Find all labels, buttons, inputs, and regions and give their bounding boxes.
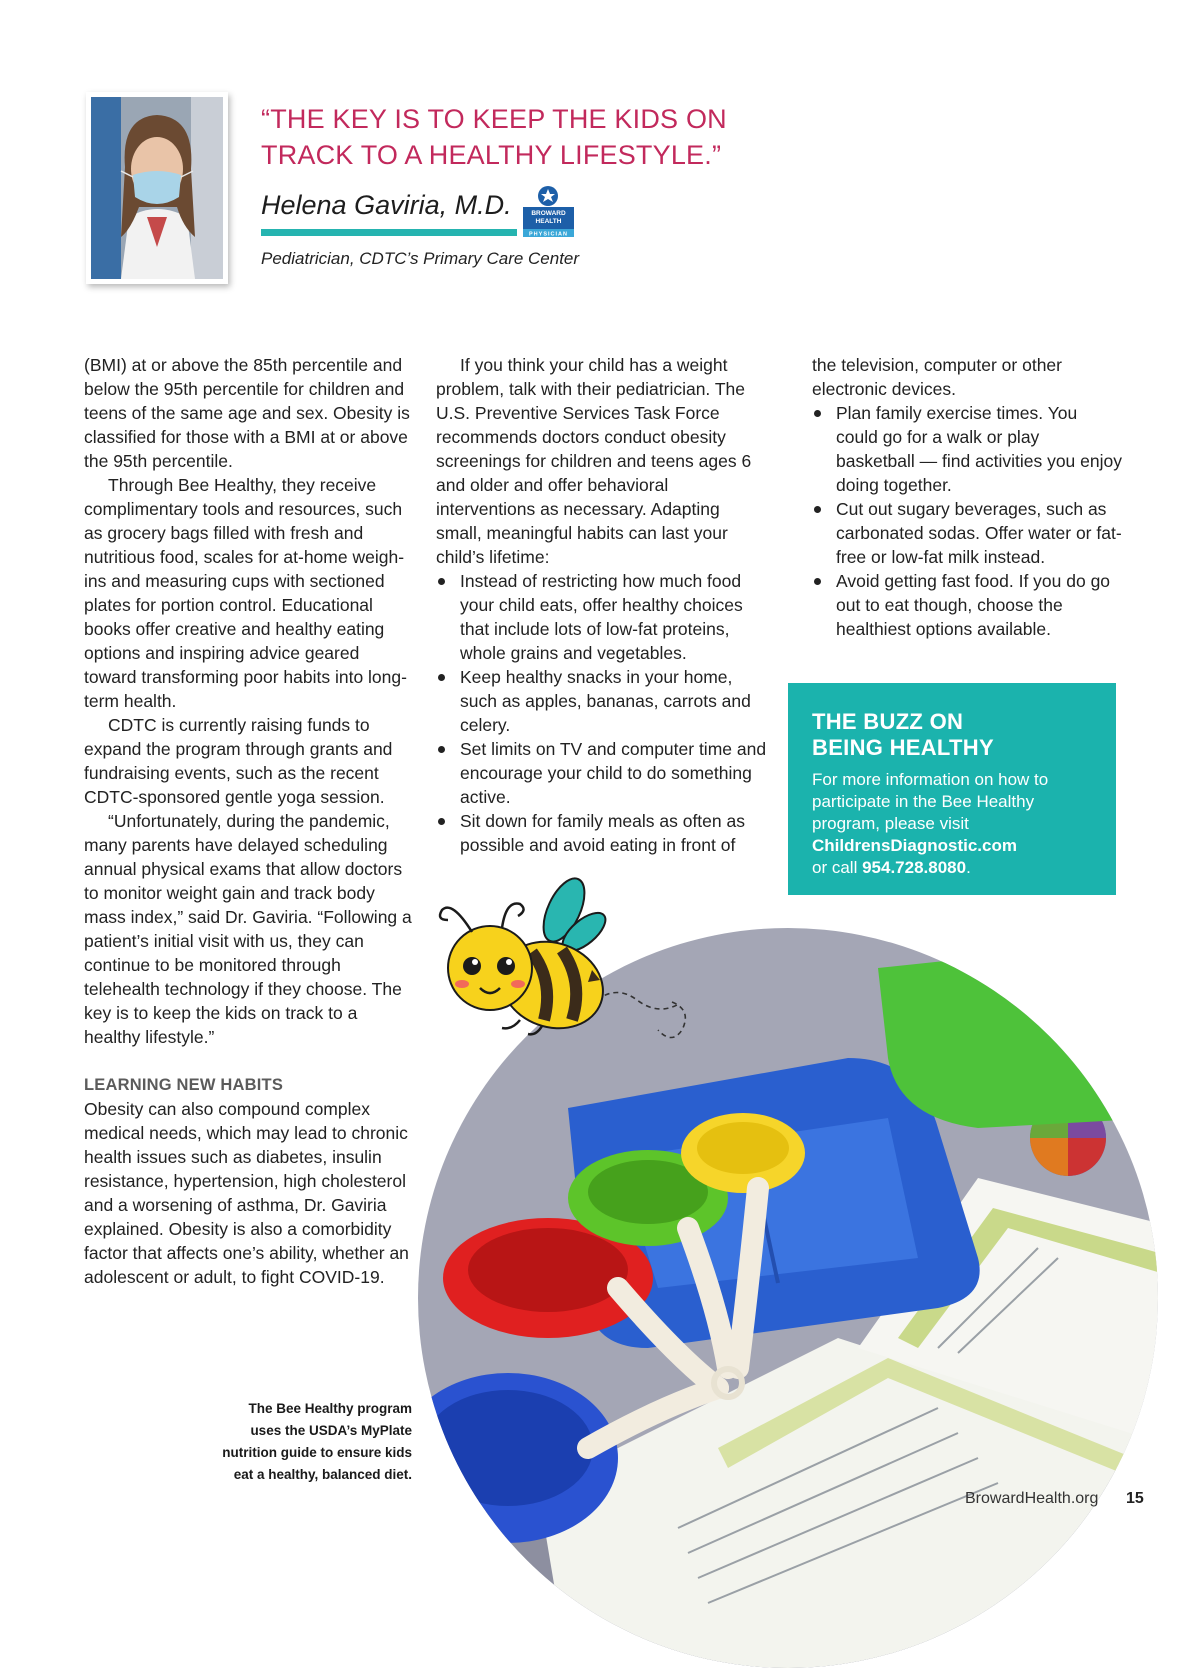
tips-list-continued <box>812 401 1122 641</box>
list-item: Keep healthy snacks in your home, such as apples, bananas, carrots and celery. <box>436 665 768 737</box>
buzz-title <box>812 709 1092 761</box>
buzz-info-box <box>788 683 1116 895</box>
buzz-title-line-2: BEING HEALTHY <box>812 735 994 760</box>
pull-quote <box>261 101 781 173</box>
buzz-title-line-1: THE BUZZ ON <box>812 709 964 734</box>
doctor-portrait <box>86 92 228 284</box>
list-item: Instead of restricting how much food your child eats, offer healthy choices that include lots of low-fat proteins, whole grains and vegetables. <box>436 569 768 665</box>
pull-quote-line-2: TRACK TO A HEALTHY LIFESTYLE.” <box>261 140 722 170</box>
section-subhead: LEARNING NEW HABITS <box>84 1076 284 1094</box>
buzz-text <box>812 769 1092 879</box>
paragraph: CDTC is currently raising funds to expand the program through grants and fundraising events, such as the recent CDTC-sponsored gentle yoga session. <box>84 715 393 807</box>
bee-illustration <box>432 870 702 1055</box>
paragraph: Obesity can also compound complex medical needs, which may lead to chronic health issues such as diabetes, insulin resistance, hypertension, high cholesterol and a worsening of asthma, Dr. Gaviria explained. Obesity is also a comorbidity factor that affects one’s ability, whether an adolescent or adult, to fight COVID-19. <box>84 1099 409 1287</box>
author-underline <box>261 229 517 236</box>
badge-text-2: HEALTH <box>535 218 562 225</box>
paragraph: Through Bee Healthy, they receive complimentary tools and resources, such as grocery bags filled with fresh and nutritious food, scales for at-home weigh-ins and measuring cups with sectioned plates for portion control. Educational books offer creative and healthy eating options and inspiring advice geared toward transforming poor habits into long-term health. <box>84 475 407 711</box>
list-item: Avoid getting fast food. If you do go out to eat though, choose the healthiest options available. <box>812 569 1122 641</box>
broward-health-physician-badge <box>521 185 576 237</box>
doctor-photo-image <box>91 97 223 279</box>
childrens-diagnostic-link[interactable]: ChildrensDiagnostic.com <box>812 836 1017 855</box>
list-item: Sit down for family meals as often as possible and avoid eating in front of <box>436 809 768 857</box>
paragraph: (BMI) at or above the 85th percentile and below the 95th percentile for children and teens of the same age and sex. Obesity is classified for those with a BMI at or above the 95th percentile. <box>84 355 410 471</box>
buzz-text-period: . <box>966 858 971 877</box>
list-item: Plan family exercise times. You could go for a walk or play basketball — find activities you enjoy doing together. <box>812 401 1122 497</box>
list-item: Cut out sugary beverages, such as carbonated sodas. Offer water or fat-free or low-fat milk instead. <box>812 497 1122 569</box>
badge-text-3: PHYSICIAN <box>529 231 568 237</box>
footer-website: BrowardHealth.org <box>965 1490 1099 1507</box>
list-item: Set limits on TV and computer time and encourage your child to do something active. <box>436 737 768 809</box>
buzz-text-call: or call <box>812 858 858 877</box>
article-column-2 <box>436 353 768 857</box>
phone-number[interactable]: 954.728.8080 <box>862 858 967 877</box>
paragraph-continued: the television, computer or other electronic devices. <box>812 355 1062 399</box>
pull-quote-line-1: “THE KEY IS TO KEEP THE KIDS ON <box>261 104 727 134</box>
quote-author: Helena Gaviria, M.D. <box>261 190 512 220</box>
article-column-1 <box>84 353 416 1289</box>
article-column-3 <box>812 353 1122 641</box>
page-number: 15 <box>1126 1490 1144 1507</box>
paragraph: If you think your child has a weight problem, talk with their pediatrician. The U.S. Preventive Services Task Force recommends doctors conduct obesity screenings for children and teens ages 6 and older and offer behavioral interventions as necessary. Adapting small, meaningful habits can last your child’s lifetime: <box>436 355 752 567</box>
photo-caption: The Bee Healthy program uses the USDA’s MyPlate nutrition guide to ensure kids eat a healthy, balanced diet. <box>222 1401 412 1482</box>
author-role: Pediatrician, CDTC’s Primary Care Center <box>261 249 580 268</box>
badge-text-1: BROWARD <box>531 210 566 217</box>
paragraph: “Unfortunately, during the pandemic, many parents have delayed scheduling annual physical exams that allow doctors to monitor weight gain and track body mass index,” said Dr. Gaviria. “Following a patient’s initial visit with us, they can continue to be monitored through telehealth technology if they choose. The key is to keep the kids on track to a healthy lifestyle.” <box>84 811 412 1047</box>
tips-list <box>436 569 768 857</box>
buzz-text-body: For more information on how to participate in the Bee Healthy program, please visit <box>812 770 1049 833</box>
